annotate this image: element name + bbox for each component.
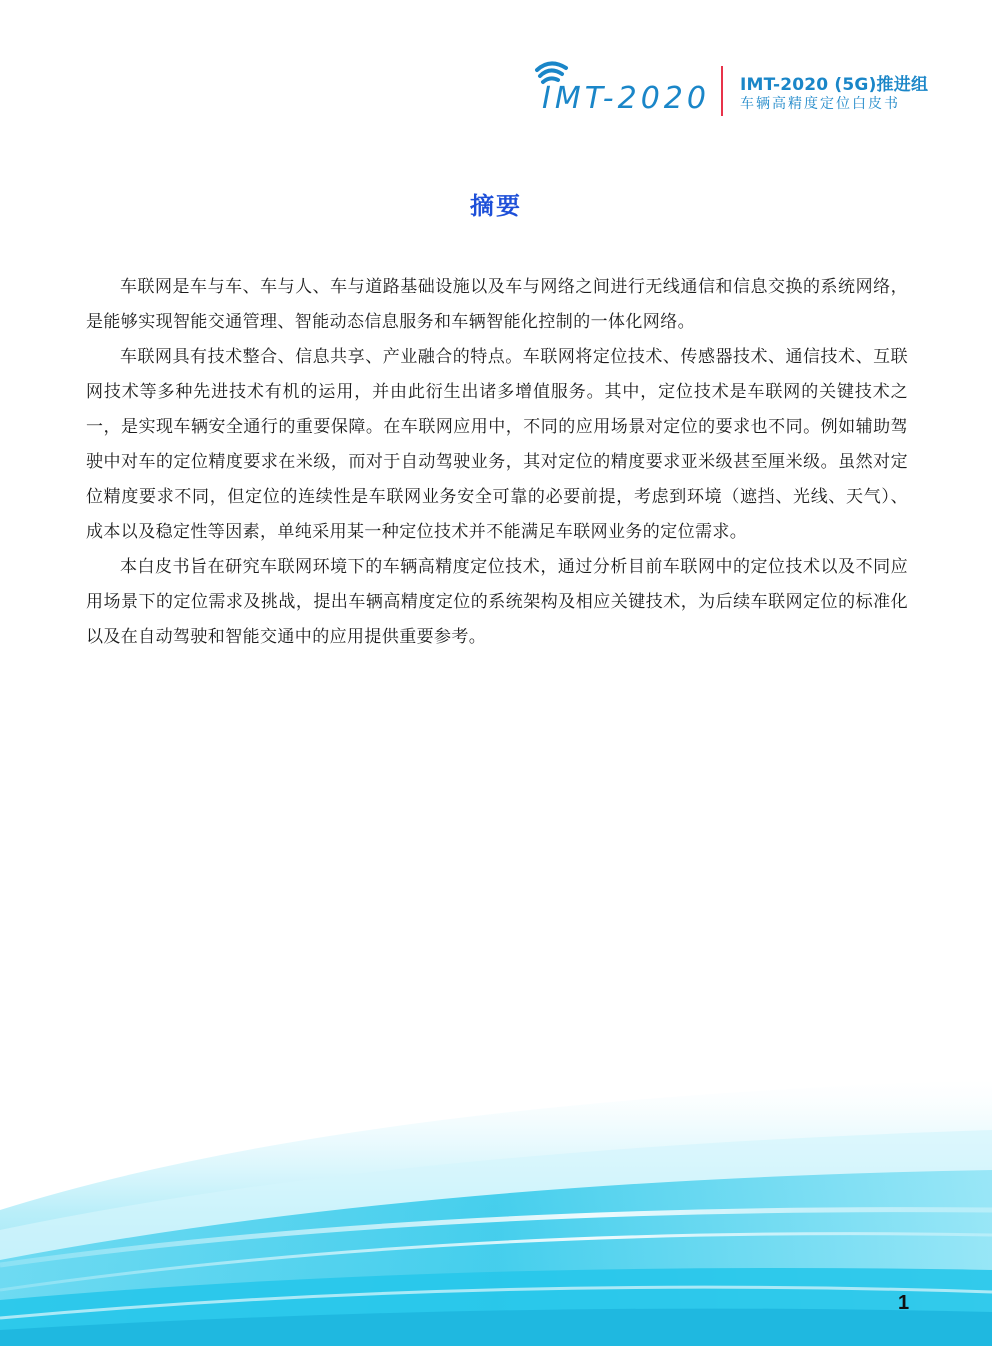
org-name: IMT-2020 (5G)推进组: [740, 75, 929, 95]
decorative-wave-background: [0, 1060, 992, 1346]
paragraph-1: 车联网是车与车、车与人、车与道路基础设施以及车与网络之间进行无线通信和信息交换的系统网络，是能够实现智能交通管理、智能动态信息服务和车辆智能化控制的一体化网络。: [86, 277, 908, 332]
document-subtitle: 车辆高精度定位白皮书: [740, 96, 900, 112]
imt2020-logo: [528, 58, 713, 122]
abstract-body: [86, 270, 908, 655]
logo-text: IMT-2020: [542, 81, 710, 116]
header-divider: [721, 66, 723, 116]
page-number: 1: [898, 1292, 910, 1314]
paragraph-2: 车联网具有技术整合、信息共享、产业融合的特点。车联网将定位技术、传感器技术、通信技术、互联网技术等多种先进技术有机的运用，并由此衍生出诸多增值服务。其中，定位技术是车联网的关键技术之一，是实现车辆安全通行的重要保障。在车联网应用中，不同的应用场景对定位的要求也不同。例如辅助驾驶中对车的定位精度要求在米级，而对于自动驾驶业务，其对定位的精度要求亚米级甚至厘米级。虽然对定位精度要求不同，但定位的连续性是车联网业务安全可靠的必要前提，考虑到环境（遮挡、光线、天气）、成本以及稳定性等因素，单纯采用某一种定位技术并不能满足车联网业务的定位需求。: [86, 347, 908, 542]
page-title: 摘要: [470, 192, 522, 220]
signal-waves-icon: [537, 63, 566, 82]
page-header: [528, 58, 928, 122]
paragraph-3: 本白皮书旨在研究车联网环境下的车辆高精度定位技术，通过分析目前车联网中的定位技术以及不同应用场景下的定位需求及挑战，提出车辆高精度定位的系统架构及相应关键技术，为后续车联网定位的标准化以及在自动驾驶和智能交通中的应用提供重要参考。: [86, 557, 908, 647]
